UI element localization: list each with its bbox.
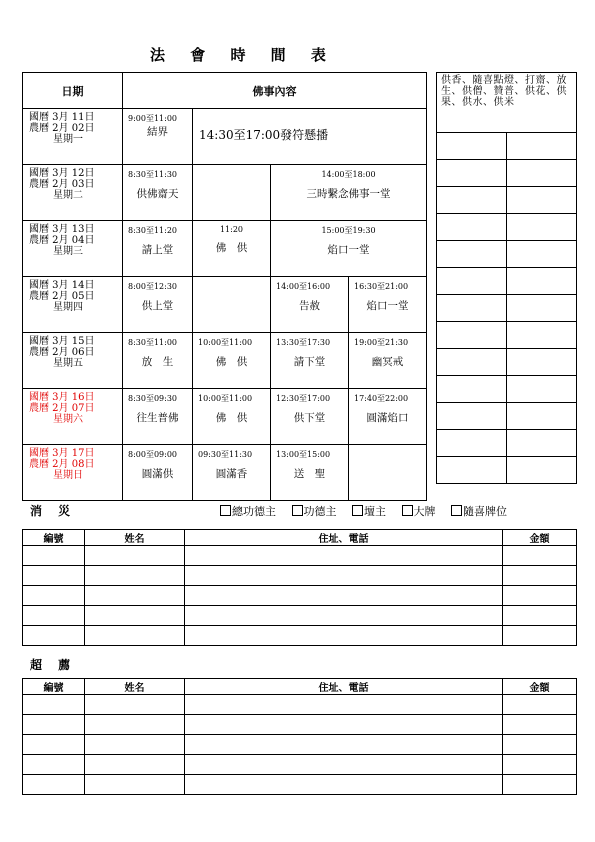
- event-name: 往生普佛: [136, 412, 179, 424]
- amount-header: 金額: [503, 679, 577, 695]
- schedule-row: [23, 221, 427, 277]
- name-header: 姓名: [85, 530, 185, 546]
- schedule-row: [23, 389, 427, 445]
- event-cell: [123, 277, 193, 333]
- table-row[interactable]: [23, 546, 577, 566]
- event-time: 13:30至17:30: [276, 338, 331, 347]
- event-time: 10:00至11:00: [198, 394, 253, 403]
- event-name: 結界: [147, 126, 168, 138]
- disaster-section-title: 消 災: [30, 504, 77, 518]
- event-name: 三時繫念佛事一堂: [306, 188, 391, 200]
- name-header: 姓名: [85, 679, 185, 695]
- date-cell: 國曆 3月 13日 農曆 2月 04日 星期三: [23, 221, 123, 277]
- event-name: 請上堂: [141, 244, 174, 256]
- table-row[interactable]: [23, 775, 577, 795]
- event-cell: [193, 333, 271, 389]
- number-header: 編號: [23, 530, 85, 546]
- option-checkbox[interactable]: 壇主: [352, 505, 386, 518]
- event-name: 佛 供: [215, 412, 248, 424]
- event-cell: [123, 221, 193, 277]
- event-name: 焰口一堂: [366, 300, 409, 312]
- table-row[interactable]: [23, 606, 577, 626]
- event-name: 焰口一堂: [327, 244, 370, 256]
- event-time: 12:30至17:00: [276, 394, 331, 403]
- address-phone-header: 住址、電話: [185, 530, 503, 546]
- date-cell: 國曆 3月 15日 農曆 2月 06日 星期五: [23, 333, 123, 389]
- event-cell: [123, 333, 193, 389]
- date-cell: 國曆 3月 14日 農曆 2月 05日 星期四: [23, 277, 123, 333]
- event-time: 19:00至21:30: [354, 338, 409, 347]
- schedule-row: [23, 277, 427, 333]
- table-row[interactable]: [23, 566, 577, 586]
- event-name: 14:30至17:00發符懸播: [199, 128, 329, 142]
- schedule-row: [23, 445, 427, 501]
- event-cell: [193, 221, 271, 277]
- event-time: 11:20: [219, 225, 244, 234]
- event-cell: [271, 277, 349, 333]
- amount-header: 金額: [503, 530, 577, 546]
- option-checkbox[interactable]: 隨喜牌位: [451, 505, 507, 518]
- event-time: 8:30至09:30: [128, 394, 178, 403]
- event-cell: [193, 277, 271, 333]
- address-phone-header: 住址、電話: [185, 679, 503, 695]
- option-checkbox[interactable]: 總功德主: [220, 505, 276, 518]
- event-cell: [193, 165, 271, 221]
- event-name: 幽冥戒: [371, 356, 404, 368]
- event-cell: [271, 333, 349, 389]
- number-header: 編號: [23, 679, 85, 695]
- event-time: 15:00至19:30: [321, 226, 376, 235]
- date-header: 日期: [23, 73, 123, 109]
- event-name: 告赦: [299, 300, 320, 312]
- disaster-options: [220, 503, 519, 519]
- event-time: 9:00至11:00: [128, 114, 178, 123]
- event-name: 佛 供: [215, 242, 248, 254]
- event-name: 供上堂: [141, 300, 174, 312]
- date-cell: 國曆 3月 17日 農曆 2月 08日 星期日: [23, 445, 123, 501]
- event-cell: [123, 165, 193, 221]
- event-time: 8:30至11:00: [128, 338, 178, 347]
- event-cell: [193, 445, 271, 501]
- table-row[interactable]: [23, 715, 577, 735]
- event-cell: [349, 389, 427, 445]
- disaster-register-table: [22, 529, 577, 646]
- date-cell: 國曆 3月 16日 農曆 2月 07日 星期六: [23, 389, 123, 445]
- event-time: 14:00至18:00: [321, 170, 376, 179]
- event-name: 放 生: [141, 356, 174, 368]
- deliverance-register-table: [22, 678, 577, 795]
- schedule-row: [23, 165, 427, 221]
- event-cell: [123, 389, 193, 445]
- event-cell: [193, 389, 271, 445]
- event-time: 09:30至11:30: [198, 450, 253, 459]
- event-cell: [349, 445, 427, 501]
- table-row[interactable]: [23, 735, 577, 755]
- event-time: 14:00至16:00: [276, 282, 331, 291]
- deliverance-section-title: 超 薦: [30, 658, 77, 672]
- table-row[interactable]: [23, 586, 577, 606]
- date-cell: 國曆 3月 11日 農曆 2月 02日 星期一: [23, 109, 123, 165]
- table-row[interactable]: [23, 695, 577, 715]
- event-cell: [271, 221, 427, 277]
- date-cell: 國曆 3月 12日 農曆 2月 03日 星期二: [23, 165, 123, 221]
- event-cell: [271, 389, 349, 445]
- event-cell: [271, 445, 349, 501]
- event-cell: [349, 333, 427, 389]
- event-name: 圓滿供: [141, 468, 174, 480]
- option-checkbox[interactable]: 功德主: [292, 505, 337, 518]
- event-time: 8:00至09:00: [128, 450, 178, 459]
- event-name: 圓滿焰口: [366, 412, 409, 424]
- event-time: 17:40至22:00: [354, 394, 409, 403]
- event-cell: [193, 109, 427, 165]
- option-checkbox[interactable]: 大牌: [402, 505, 436, 518]
- schedule-row: [23, 333, 427, 389]
- event-cell: [123, 445, 193, 501]
- event-name: 佛 供: [215, 356, 248, 368]
- offerings-note: 供香、隨喜點燈、打齋、放生、供僧、贊普、供花、供果、供水、供米: [437, 73, 577, 133]
- event-cell: [271, 165, 427, 221]
- event-cell: [123, 109, 193, 165]
- event-name: 供下堂: [293, 412, 326, 424]
- schedule-row: [23, 109, 427, 165]
- event-cell: [349, 277, 427, 333]
- event-name: 供佛齋天: [136, 188, 179, 200]
- page-title: 法 會 時 間 表: [150, 46, 336, 64]
- event-time: 8:30至11:30: [128, 170, 178, 179]
- table-row[interactable]: [23, 755, 577, 775]
- event-name: 圓滿香: [215, 468, 248, 480]
- event-time: 13:00至15:00: [276, 450, 331, 459]
- event-time: 16:30至21:00: [354, 282, 409, 291]
- event-time: 8:30至11:20: [128, 226, 178, 235]
- content-header: 佛事內容: [123, 73, 427, 109]
- event-name: 送 聖: [293, 468, 326, 480]
- event-name: 請下堂: [293, 356, 326, 368]
- event-time: 10:00至11:00: [198, 338, 253, 347]
- schedule-table: [22, 72, 427, 501]
- table-row[interactable]: [23, 626, 577, 646]
- offerings-table: [436, 72, 577, 484]
- event-time: 8:00至12:30: [128, 282, 178, 291]
